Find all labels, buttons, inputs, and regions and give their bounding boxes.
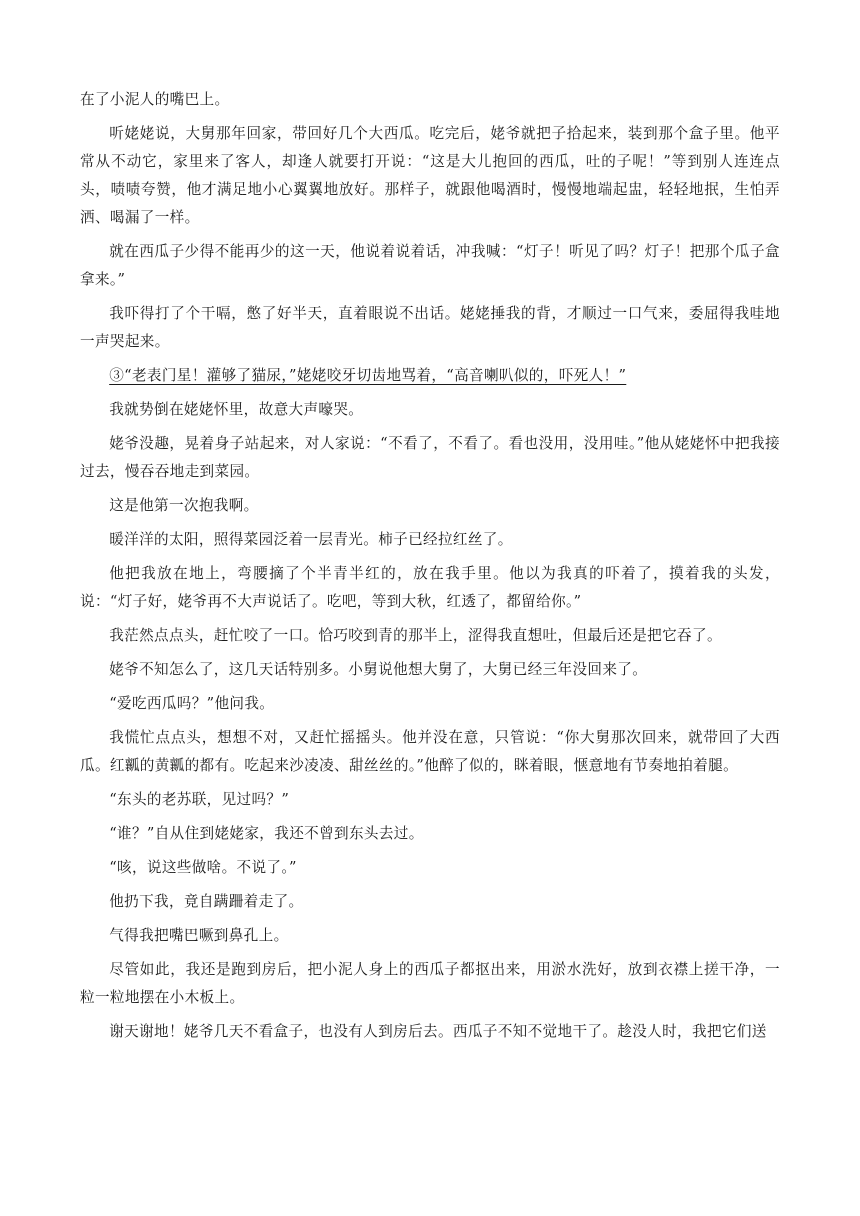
- paragraph: 谢天谢地！姥爷几天不看盒子，也没有人到房后去。西瓜子不知不觉地干了。趁没人时，我把它们送: [109, 1023, 767, 1040]
- paragraph: 暖洋洋的太阳，照得菜园泛着一层青光。柿子已经拉红丝了。: [109, 531, 513, 548]
- paragraph: 在了小泥人的嘴巴上。: [80, 91, 230, 108]
- paragraph: 他扔下我，竟自蹒跚着走了。: [109, 893, 304, 910]
- paragraph: 姥爷没趣，晃着身子站起来，对人家说：“不看了，不看了。看也没用，没用哇。”他从姥姥怀中把我接过去，慢吞吞地走到菜园。: [80, 435, 780, 480]
- paragraph: 我就势倒在姥姥怀里，故意大声嚎哭。: [109, 401, 364, 418]
- paragraph: “爱吃西瓜吗？”他问我。: [109, 695, 275, 712]
- paragraph: “咳，说这些做啥。不说了。”: [109, 859, 297, 876]
- story-text: [80, 86, 780, 1052]
- paragraph: 我慌忙点点头，想想不对，又赶忙摇摇头。他并没在意，只管说：“你大舅那次回来，就带回了大西瓜。红瓤的黄瓤的都有。吃起来沙凌凌、甜丝丝的。”他醉了似的，眯着眼，惬意地有节奏地拍着腿。: [80, 729, 780, 774]
- paragraph: 我吓得打了个干嗝，憋了好半天，直着眼说不出话。姥姥捶我的背，才顺过一口气来，委屈得我哇地一声哭起来。: [80, 305, 780, 350]
- paragraph: “谁？”自从住到姥姥家，我还不曾到东头去过。: [109, 825, 424, 842]
- paragraph: 气得我把嘴巴噘到鼻孔上。: [109, 927, 289, 944]
- underlined-sentence: ③“老表门星！灌够了猫尿，”姥姥咬牙切齿地骂着，“高音喇叭似的，吓死人！”: [109, 367, 627, 384]
- paragraph: 听姥姥说，大舅那年回家，带回好几个大西瓜。吃完后，姥爷就把子拾起来，装到那个盒子里。他平常从不动它，家里来了客人，却逢人就要打开说：“这是大儿抱回的西瓜，吐的子呢！”等到别人连连点头，啧啧夸赞，他才满足地小心翼翼地放好。那样子，就跟他喝酒时，慢慢地端起盅，轻轻地抿，生怕弄洒、喝漏了一样。: [80, 125, 780, 226]
- paragraph: 这是他第一次抱我啊。: [109, 497, 259, 514]
- paragraph: 我茫然点点头，赶忙咬了一口。恰巧咬到青的那半上，涩得我直想吐，但最后还是把它吞了。: [109, 627, 722, 644]
- paragraph: 尽管如此，我还是跑到房后，把小泥人身上的西瓜子都抠出来，用淤水洗好，放到衣襟上搓干净，一粒一粒地摆在小木板上。: [80, 961, 780, 1006]
- paragraph: 姥爷不知怎么了，这几天话特别多。小舅说他想大舅了，大舅已经三年没回来了。: [109, 661, 648, 678]
- paragraph: “东头的老苏联，见过吗？”: [109, 791, 290, 808]
- paragraph: 他把我放在地上，弯腰摘了个半青半红的，放在我手里。他以为我真的吓着了，摸着我的头发，说：“灯子好，姥爷再不大声说话了。吃吧，等到大秋，红透了，都留给你。”: [80, 565, 780, 610]
- paragraph: 就在西瓜子少得不能再少的这一天，他说着说着话，冲我喊：“灯子！听见了吗？灯子！把那个瓜子盒拿来。”: [80, 243, 780, 288]
- paragraph: [80, 362, 780, 390]
